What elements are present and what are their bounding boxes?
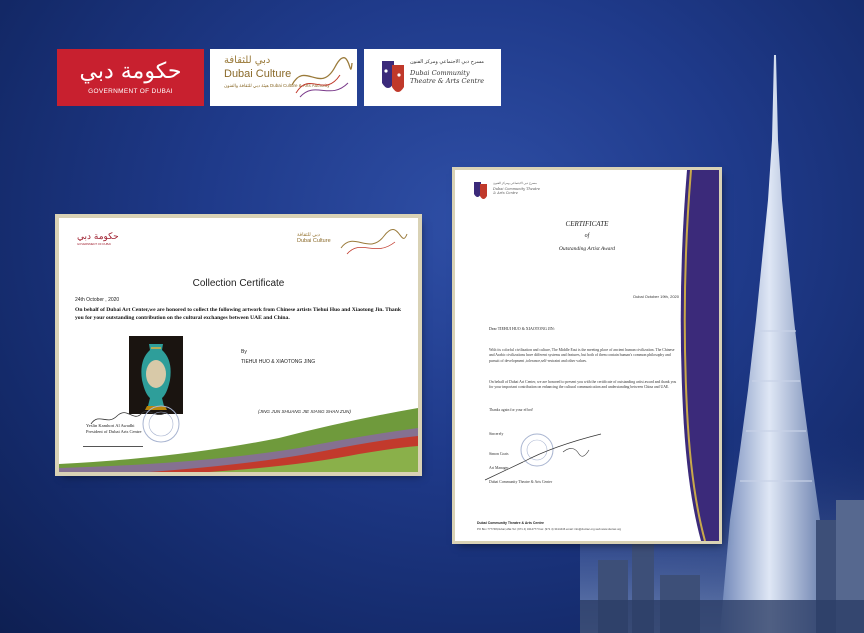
cert1-dc-arabic: دبي للثقافة [297, 232, 320, 238]
cert2-thanks: Thanks again for your effort! [489, 408, 534, 412]
cert1-dc-logo [297, 232, 331, 244]
theatre-masks-icon [380, 57, 406, 97]
gov-logo-english: GOVERNMENT OF DUBAI [88, 88, 173, 95]
dc-logo-subtitle: هيئة دبي للثقافة والفنون Dubai Culture & Arts Authority [224, 83, 330, 88]
cert1-swirl-icon [339, 228, 409, 258]
cert2-salutation: Dear TIEHUI HUO & XIAOTONG JIN: [489, 326, 555, 331]
cert1-by-label: By [241, 349, 247, 355]
cert2-sign-org: Dubai Community Theatre & Arts Center [489, 480, 553, 484]
cert2-footer-org: Dubai Community Theatre & Arts Centre [477, 521, 544, 525]
cert2-logo-english: Dubai Community Theatre & Arts Centre [493, 187, 541, 195]
cert1-gov-logo [77, 232, 119, 246]
dct-logo-arabic: مسرح دبي الاجتماعي ومركز الفنون [410, 59, 484, 65]
cert2-paragraph-1: With its colorful civilization and culture, The Middle East is the meeting place of ancient human civilization. The Chinese and Arabic civilizations have different systems and features, but both of them contain human's common philosophy and pursuit of development ,tolerance,self-restraint and other values. [489, 348, 675, 363]
cert1-body: On behalf of Dubai Art Center,we are honored to collect the following artwork from Chinese artists Tiehui Huo and Xiaotong Jin. Thank you for your outstanding contribution on the cultural exchanges between UAE and China. [75, 307, 401, 321]
cert2-date: Dubai October 19th, 2020 [633, 294, 679, 299]
cert2-paragraph-2: On behalf of Dubai Art Center, we are honored to present you with the certificate of outstanding artist award and thank you for your important contribution on enhancing the cultural communication and understanding between China and UAE. [489, 380, 677, 390]
cert2-of: of [584, 233, 590, 239]
cert2-sign-role: Art Manager [489, 466, 509, 470]
cert2-title: CERTIFICATE [565, 220, 609, 228]
cert2-logo-arabic: مسرح دبي الاجتماعي ومركز الفنون [493, 181, 537, 185]
cert1-title: Collection Certificate [192, 278, 285, 289]
collection-certificate [59, 218, 418, 472]
community-theatre-logo [364, 49, 501, 106]
dc-logo-english: Dubai Culture [224, 68, 292, 80]
cert1-dc-english: Dubai Culture [297, 238, 331, 244]
cert1-wave-decoration [59, 398, 418, 472]
cert2-sincerely: Sincerely [489, 432, 504, 436]
cert1-artists: TIEHUI HUO & XIAOTONG JING [241, 359, 316, 365]
cert2-footer-contact: PO Box 777748,Dubai,UAE Tel: (971 4) 3414777 Fax: (971 4) 3414446 email: info@ductac.org web:www.ductac.org [477, 527, 622, 531]
dct-logo-english: Dubai Community Theatre & Arts Centre [410, 69, 485, 85]
cert2-theatre-masks-icon [473, 180, 489, 202]
cert2-signature [483, 432, 603, 482]
cert2-award: Outstanding Artist Award [558, 246, 616, 252]
dc-logo-arabic: دبي للثقافة [224, 55, 271, 66]
cert1-signer-name: Yeslin Kamhori Al Awadhi [86, 423, 135, 428]
cert1-gov-arabic: حكومة دبي [77, 232, 119, 242]
outstanding-artist-certificate [455, 170, 719, 541]
dubai-culture-logo [210, 49, 357, 106]
cert1-gov-english: GOVERNMENT OF DUBAI [77, 242, 111, 246]
cert1-chinese-names: (JING JUN SHUANG JIE XIANG SHAN ZUN) [258, 409, 351, 414]
government-of-dubai-logo [57, 49, 204, 106]
cert2-sign-name: Simon Coats [489, 452, 509, 456]
cert1-date: 24th October , 2020 [75, 297, 120, 303]
cert1-signer-title: President of Dubai Arts Centre [86, 429, 142, 434]
gov-logo-arabic: حكومة دبي [79, 59, 182, 84]
calligraphy-swirl-icon [290, 55, 354, 101]
